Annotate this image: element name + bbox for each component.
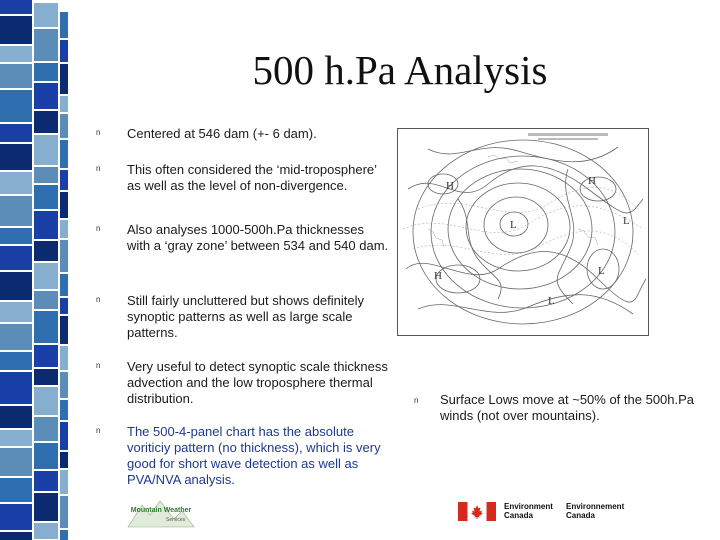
decorative-block [60,64,68,94]
decorative-block [34,443,58,469]
decorative-block [34,135,58,165]
decorative-block [60,170,68,190]
decorative-block [34,417,58,441]
decorative-block [60,220,68,238]
decorative-block [34,241,58,261]
decorative-block [0,124,32,142]
pressure-label: H [588,175,596,187]
decorative-block [60,452,68,468]
decorative-block [60,298,68,314]
pressure-label: L [510,219,517,231]
decorative-block [60,240,68,272]
environment-canada-fr-line2: Canada [566,511,595,520]
decorative-block [60,422,68,450]
mountain-weather-logo [126,497,196,531]
bullet-text: Very useful to detect synoptic scale thickness advection and the low troposphere thermal distribution. [127,359,388,406]
decorative-block [60,372,68,398]
decorative-block [0,372,32,404]
decorative-block [0,16,32,44]
decorative-block [34,211,58,239]
bullet-marker: n [96,361,101,370]
bullet-text: Centered at 546 dam (+- 6 dam). [127,126,317,141]
bullet-marker: n [96,295,101,304]
decorative-block [34,111,58,133]
bullet-text: The 500-4-panel chart has the absolute voriticiy pattern (no thickness), which is very good for short wave detection as well as PVA/NVA analysis. [127,424,381,487]
decorative-block [34,311,58,343]
bullet-marker: n [96,224,101,233]
decorative-block [60,12,68,38]
decorative-block [34,167,58,183]
decorative-block [34,291,58,309]
decorative-block [34,263,58,289]
decorative-block [0,46,32,62]
decorative-block [60,470,68,494]
decorative-block [0,430,32,446]
environment-canada-fr-line1: Environnement [566,502,625,511]
decorative-block [34,3,58,27]
decorative-block [34,387,58,415]
decorative-block [34,83,58,109]
weather-map-icon [398,129,648,335]
weather-map-image [397,128,649,336]
pressure-label: L [623,215,630,227]
decorative-block [60,316,68,344]
decorative-block [0,406,32,428]
decorative-block [0,352,32,370]
decorative-block [60,192,68,218]
decorative-block [60,346,68,370]
decorative-block [34,185,58,209]
decorative-block-strip [0,0,68,540]
decorative-block [0,228,32,244]
bullet-text: Also analyses 1000-500h.Pa thicknesses with a ‘gray zone’ between 534 and 540 dam. [127,222,389,253]
decorative-block [34,345,58,367]
mountain-weather-text: Mountain Weather [130,507,192,514]
decorative-block [0,324,32,350]
right-bullet-text: Surface Lows move at ~50% of the 500h.Pa winds (not over mountains). [440,392,695,423]
decorative-block [34,29,58,61]
decorative-block [0,302,32,322]
environment-canada-logo [458,500,698,522]
bullet-marker: n [96,164,101,173]
decorative-block [0,478,32,502]
decorative-block [0,532,32,540]
decorative-block [34,63,58,81]
decorative-block [0,0,32,14]
decorative-block [0,504,32,530]
decorative-block [60,274,68,296]
decorative-block [34,523,58,539]
mountain-icon [126,497,196,531]
decorative-block [60,96,68,112]
pressure-label: H [446,180,454,192]
decorative-block [60,40,68,62]
decorative-block [60,140,68,168]
canada-flag-icon [458,502,496,521]
bullet-marker: n [96,128,101,137]
decorative-block [0,90,32,122]
pressure-label: H [434,270,442,282]
bullet-text: Still fairly uncluttered but shows definitely synoptic patterns as well as large scale patterns. [127,293,365,340]
decorative-block [0,246,32,270]
decorative-block [60,496,68,528]
decorative-block [60,114,68,138]
decorative-block [0,144,32,170]
pressure-label: L [548,295,555,307]
mountain-weather-subtext: Services [166,517,186,523]
decorative-block [0,196,32,226]
decorative-block [0,172,32,194]
environment-canada-en-line2: Canada [504,511,533,520]
decorative-block [0,64,32,88]
decorative-block [0,448,32,476]
decorative-block [60,530,68,540]
decorative-block [34,471,58,491]
pressure-label: L [598,265,605,277]
slide-title: 500 h.Pa Analysis [252,47,548,93]
decorative-block [0,272,32,300]
decorative-block [34,493,58,521]
bullet-text: This often considered the ‘mid-troposphere’ as well as the level of non-divergence. [127,162,377,193]
bullet-marker: n [96,426,101,435]
environment-canada-en-line1: Environment [504,502,553,511]
decorative-block [34,369,58,385]
bullet-marker: n [414,396,419,405]
decorative-block [60,400,68,420]
